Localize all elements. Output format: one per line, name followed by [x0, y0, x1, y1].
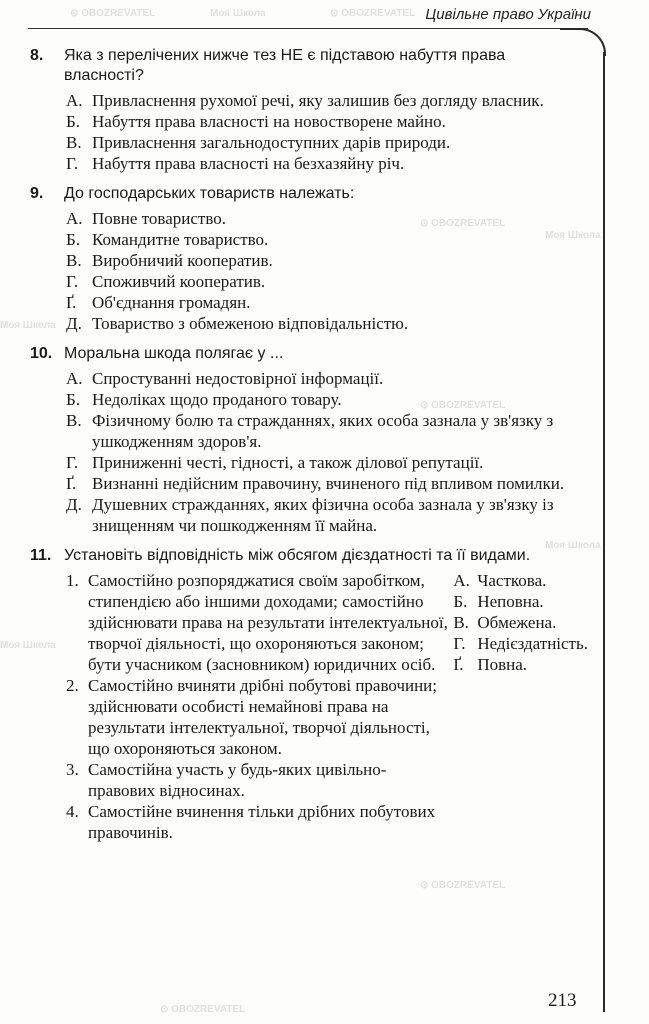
answer-option [30, 494, 588, 536]
option-letter: Б. [66, 112, 81, 131]
answer-option [30, 111, 588, 132]
option-text: Товариство з обмеженою відповідальністю. [92, 314, 409, 333]
question-text: Яка з перелічених нижче тез НЕ є підставою набуття права власності? [64, 47, 506, 84]
option-text: Споживчий кооператив. [92, 272, 266, 291]
question-stem [30, 344, 588, 364]
left-item-number: 3. [66, 760, 79, 779]
option-letter: А. [66, 91, 83, 110]
option-letter: В. [66, 133, 82, 152]
right-item-text: Недієздатність. [477, 634, 588, 653]
right-item-letter: Ґ. [453, 655, 464, 674]
answer-option [30, 90, 588, 111]
option-letter: Д. [66, 495, 82, 514]
matching-left-column [30, 570, 453, 843]
option-letter: В. [66, 411, 82, 430]
running-header: Цивільне право України [425, 6, 591, 23]
watermark: ⊙ OBOZREVATEL [160, 1004, 246, 1015]
question-number: 10. [30, 345, 53, 362]
question-stem [30, 546, 588, 566]
question-number: 9. [30, 185, 44, 202]
answer-option [30, 410, 588, 452]
option-letter: В. [66, 251, 82, 270]
option-text: Душевних стражданнях, яких фізична особа зазнала у зв'язку із знищенням чи пошкодженням її майна. [92, 495, 554, 535]
option-text: Привласнення загальнодоступних дарів природи. [92, 133, 451, 152]
option-letter: Б. [66, 230, 81, 249]
side-rule [603, 52, 605, 1012]
question-text: Установіть відповідність між обсягом дієздатності та її видами. [64, 547, 531, 564]
matching-left-item [66, 675, 453, 759]
question-stem [30, 46, 588, 86]
question-stem [30, 184, 588, 204]
option-text: Виробничий кооператив. [92, 251, 273, 270]
header-rule [28, 28, 588, 29]
question-number: 8. [30, 47, 44, 64]
page-content [30, 46, 588, 853]
option-letter: Ґ. [66, 293, 77, 312]
option-letter: Г. [66, 272, 79, 291]
option-letter: Г. [66, 453, 79, 472]
answer-option [30, 229, 588, 250]
watermark: ⊙ OBOZREVATEL [420, 218, 506, 229]
answer-option [30, 292, 588, 313]
left-item-number: 4. [66, 802, 79, 821]
option-letter: Ґ. [66, 474, 77, 493]
watermark: Моя Школа [545, 540, 601, 551]
option-letter: Г. [66, 154, 79, 173]
option-text: Приниженні честі, гідності, а також ділової репутації. [92, 453, 484, 472]
right-item-text: Неповна. [477, 592, 544, 611]
matching-right-item [453, 633, 588, 654]
option-letter: А. [66, 209, 83, 228]
watermark: Моя Школа [545, 230, 601, 241]
option-text: Спростуванні недостовірної інформації. [92, 369, 384, 388]
matching-table [30, 570, 588, 843]
matching-right-item [453, 612, 588, 633]
question-8 [30, 46, 588, 174]
answer-option [30, 368, 588, 389]
question-11 [30, 546, 588, 843]
option-letter: Д. [66, 314, 82, 333]
option-text: Повне товариство. [92, 209, 226, 228]
answer-option [30, 208, 588, 229]
option-text: Фізичному болю та стражданнях, яких особа зазнала у зв'язку з ушкодженням здоров'я. [92, 411, 554, 451]
matching-right-column [453, 570, 588, 843]
answer-option [30, 473, 588, 494]
right-item-letter: В. [453, 613, 469, 632]
left-item-text: Самостійне вчинення тільки дрібних побутових правочинів. [88, 802, 436, 842]
answer-option [30, 389, 588, 410]
left-item-text: Самостійно розпоряджатися своїм заробітком, стипендією або іншими доходами; самостійно здійснювати права на результати інтелектуальної, творчої діяльності, що охороняються законом; бути учасником (засновником) юридичних осіб. [88, 571, 448, 674]
option-letter: А. [66, 369, 83, 388]
option-text: Привласнення рухомої речі, яку залишив без догляду власник. [92, 91, 544, 110]
watermark: ⊙ OBOZREVATEL [330, 8, 416, 19]
option-text: Визнанні недійсним правочину, вчиненого під впливом помилки. [92, 474, 565, 493]
right-item-text: Повна. [477, 655, 528, 674]
answer-option [30, 250, 588, 271]
question-text: До господарських товариств належать: [64, 185, 355, 202]
answer-option [30, 452, 588, 473]
matching-left-item [66, 759, 453, 801]
right-item-letter: Г. [453, 634, 466, 653]
option-letter: Б. [66, 390, 81, 409]
matching-right-item [453, 654, 588, 675]
left-item-number: 2. [66, 676, 79, 695]
right-item-text: Часткова. [477, 571, 547, 590]
option-text: Набуття права власності на новостворене майно. [92, 112, 446, 131]
left-item-text: Самостійна участь у будь-яких цивільно-правових відносинах. [88, 760, 387, 800]
option-text: Командитне товариство. [92, 230, 269, 249]
option-text: Набуття права власності на безхазяйну річ. [92, 154, 405, 173]
left-item-text: Самостійно вчиняти дрібні побутові правочини; здійснювати особисті немайнові права на результати інтелектуальної, творчої діяльності, що охороняються законом. [88, 676, 438, 758]
watermark: ⊙ OBOZREVATEL [420, 400, 506, 411]
left-item-number: 1. [66, 571, 79, 590]
right-item-letter: Б. [453, 592, 468, 611]
right-item-letter: А. [453, 571, 470, 590]
watermark: Моя Школа [0, 640, 56, 651]
question-text: Моральна шкода полягає у ... [64, 345, 284, 362]
watermark: Моя Школа [0, 320, 56, 331]
page-number: 213 [548, 990, 577, 1011]
watermark: Моя Школа [210, 8, 266, 19]
matching-left-item [66, 801, 453, 843]
option-text: Об'єднання громадян. [92, 293, 251, 312]
matching-right-item [453, 591, 588, 612]
option-text: Недоліках щодо проданого товару. [92, 390, 342, 409]
answer-option [30, 313, 588, 334]
watermark: ⊙ OBOZREVATEL [70, 8, 156, 19]
matching-right-item [453, 570, 588, 591]
answer-option [30, 153, 588, 174]
answer-option [30, 132, 588, 153]
question-10 [30, 344, 588, 536]
question-number: 11. [30, 547, 52, 564]
watermark: ⊙ OBOZREVATEL [420, 880, 506, 891]
right-item-text: Обмежена. [477, 613, 557, 632]
answer-option [30, 271, 588, 292]
question-9 [30, 184, 588, 334]
matching-left-item [66, 570, 453, 675]
